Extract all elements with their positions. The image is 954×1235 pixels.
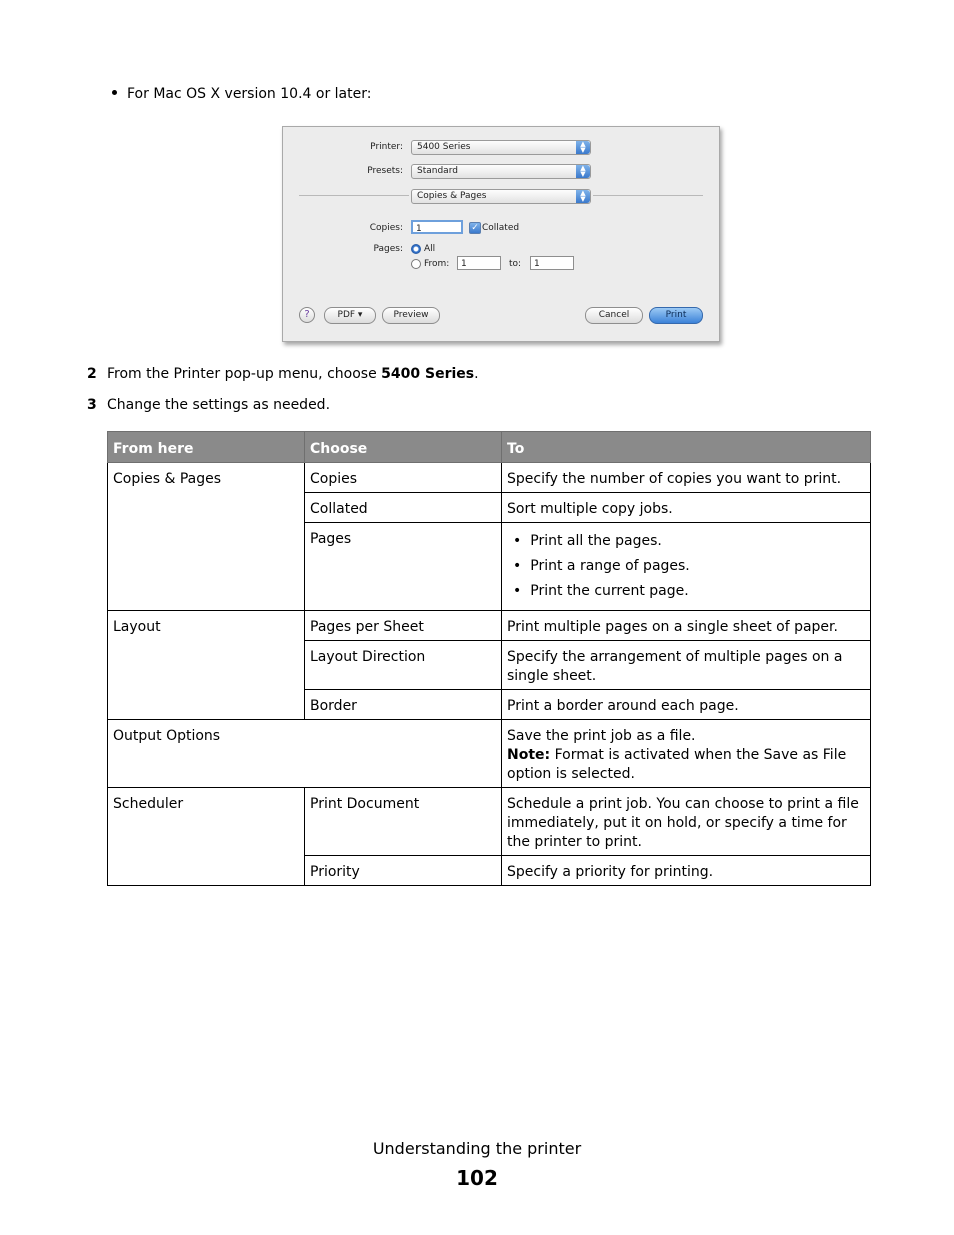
intro-bullet-text: For Mac OS X version 10.4 or later: <box>127 86 372 102</box>
panel-popup[interactable] <box>411 189 591 204</box>
cell-priority: Priority <box>305 856 502 886</box>
all-pages-radio[interactable] <box>411 244 421 254</box>
step-number: 2 <box>87 366 97 382</box>
cell-copies: Copies <box>305 463 502 493</box>
all-pages-label: All <box>424 244 436 254</box>
list-item: • Print the current page. <box>507 582 865 601</box>
cell-print-document: Print Document <box>305 788 502 856</box>
collated-label: Collated <box>482 223 520 233</box>
presets-label: Presets: <box>367 166 403 176</box>
pages-options-list <box>507 532 865 601</box>
step-text-post: . <box>474 366 479 382</box>
presets-popup-value: Standard <box>417 166 458 176</box>
step-text-bold: 5400 Series <box>381 366 475 382</box>
step-text-pre: From the Printer pop-up menu, choose <box>107 366 382 382</box>
collated-checkbox[interactable]: ✓ <box>469 222 481 234</box>
cell-copies-pages: Copies & Pages <box>108 463 305 611</box>
note-text: Format is activated when the Save as File option is selected. <box>507 747 847 782</box>
output-to-text: Save the print job as a file. <box>507 728 696 744</box>
cell-layout: Layout <box>108 611 305 720</box>
presets-popup[interactable] <box>411 164 591 179</box>
cell-scheduler: Scheduler <box>108 788 305 886</box>
from-field[interactable]: 1 <box>457 256 501 270</box>
table-row <box>108 611 871 641</box>
cell-output-to <box>502 720 871 788</box>
preview-button[interactable]: Preview <box>382 307 440 324</box>
cell-pps: Pages per Sheet <box>305 611 502 641</box>
header-choose: Choose <box>305 432 502 463</box>
note-label: Note: <box>507 747 551 763</box>
page-range-radio[interactable] <box>411 259 421 269</box>
print-button[interactable]: Print <box>649 307 703 324</box>
from-label: From: <box>424 259 450 269</box>
list-item: • Print all the pages. <box>507 532 865 551</box>
popup-arrows-icon: ▲ ▼ <box>576 190 590 203</box>
intro-bullet <box>112 86 371 102</box>
popup-arrows-icon: ▲ ▼ <box>576 141 590 154</box>
pages-label: Pages: <box>373 244 403 254</box>
cell-pages-to <box>502 523 871 611</box>
header-to: To <box>502 432 871 463</box>
settings-table <box>107 431 871 886</box>
copies-label: Copies: <box>369 223 403 233</box>
copies-field[interactable]: 1 <box>411 220 463 234</box>
table-row <box>108 788 871 856</box>
step-3 <box>87 397 787 417</box>
printer-label: Printer: <box>370 142 403 152</box>
step-number: 3 <box>87 397 97 413</box>
panel-popup-value: Copies & Pages <box>417 191 487 201</box>
table-row <box>108 463 871 493</box>
cell-output-options: Output Options <box>108 720 502 788</box>
step-text: Change the settings as needed. <box>107 397 331 413</box>
separator-left <box>299 195 409 196</box>
printer-popup[interactable] <box>411 140 591 155</box>
cell-collated: Collated <box>305 493 502 523</box>
popup-arrows-icon: ▲ ▼ <box>576 165 590 178</box>
separator-right <box>593 195 703 196</box>
printer-popup-value: 5400 Series <box>417 142 471 152</box>
list-item: • Print a range of pages. <box>507 557 865 576</box>
cell-border-to: Print a border around each page. <box>502 690 871 720</box>
cell-print-document-to: Schedule a print job. You can choose to print a file immediately, put it on hold, or specify a time for the printer to print. <box>502 788 871 856</box>
cell-priority-to: Specify a priority for printing. <box>502 856 871 886</box>
to-field[interactable]: 1 <box>530 256 574 270</box>
cell-pages: Pages <box>305 523 502 611</box>
step-2 <box>87 366 787 386</box>
cell-layout-direction-to: Specify the arrangement of multiple pages on a single sheet. <box>502 641 871 690</box>
cell-pps-to: Print multiple pages on a single sheet of paper. <box>502 611 871 641</box>
output-note <box>507 746 865 784</box>
print-dialog-screenshot <box>282 126 720 342</box>
to-label: to: <box>509 259 522 269</box>
page-number: 102 <box>456 1166 498 1190</box>
pdf-button[interactable]: PDF ▾ <box>324 307 376 324</box>
bullet-dot <box>112 90 117 95</box>
table-row <box>108 720 871 788</box>
header-from-here: From here <box>108 432 305 463</box>
help-icon[interactable]: ? <box>299 307 315 323</box>
step-text <box>107 366 479 382</box>
cell-layout-direction: Layout Direction <box>305 641 502 690</box>
table-header-row <box>108 432 871 463</box>
cancel-button[interactable]: Cancel <box>585 307 643 324</box>
cell-border: Border <box>305 690 502 720</box>
cell-collated-to: Sort multiple copy jobs. <box>502 493 871 523</box>
cell-copies-to: Specify the number of copies you want to print. <box>502 463 871 493</box>
footer-section-title: Understanding the printer <box>372 1139 582 1158</box>
